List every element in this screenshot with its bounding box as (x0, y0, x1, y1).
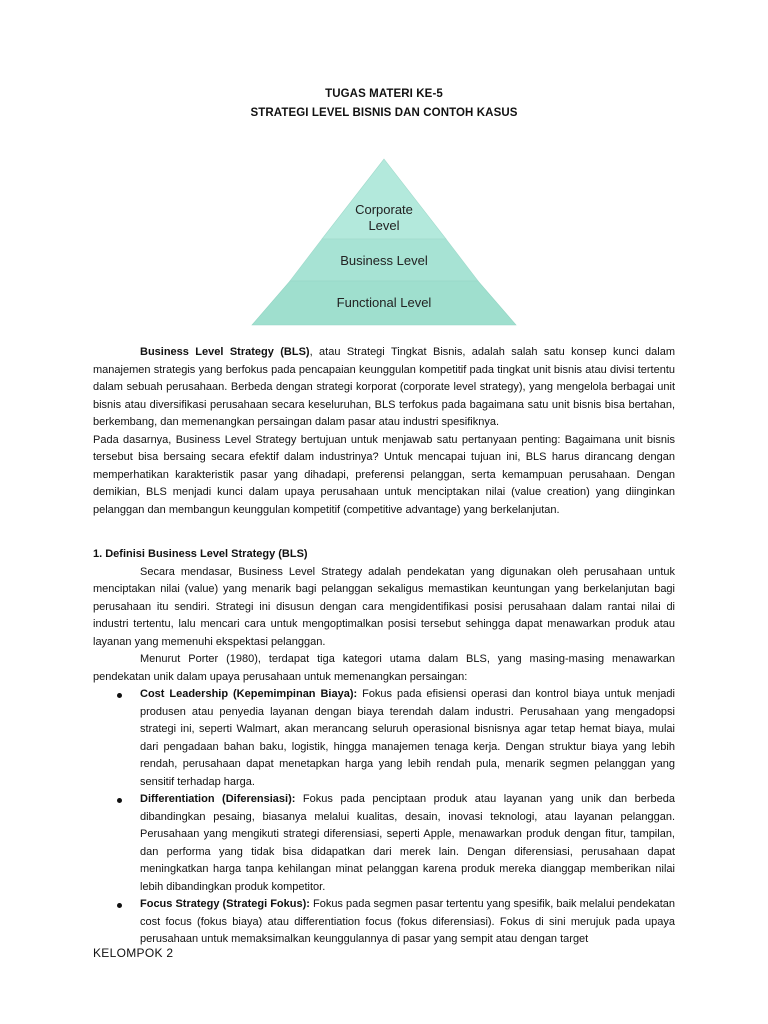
bullet-dot-icon (117, 693, 122, 698)
section-heading: 1. Definisi Business Level Strategy (BLS) (93, 548, 308, 560)
intro-paragraph-2: Pada dasarnya, Business Level Strategy bertujuan untuk menjawab satu pertanyaan penting: Bagaimana unit bisnis tersebut bisa bersaing secara efektif dalam industrinya? Untuk mencapai tujuan ini, BLS harus dirancang dengan memperhatikan karakteristik pasar yang dihadapi, preferensi pelanggan, serta kemampuan perusahaan. Dengan demikian, BLS menjadi kunci dalam upaya perusahaan untuk menciptakan nilai (value creation) yang diinginkan pelanggan dan membangun keunggulan kompetitif (competitive advantage) yang berkelanjutan. (93, 433, 675, 516)
pyramid-label-level: Level (368, 218, 400, 233)
bullet-title: Differentiation (Diferensiasi): (140, 793, 296, 805)
bullet-title: Focus Strategy (Strategi Fokus): (140, 898, 310, 910)
bullet-dot-icon (117, 798, 122, 803)
bullet-focus-strategy (93, 896, 675, 949)
section-definition (93, 546, 675, 949)
bullet-dot-icon (117, 903, 122, 908)
definition-paragraph-2: Menurut Porter (1980), terdapat tiga kategori utama dalam BLS, yang masing-masing menawarkan pendekatan unik dalam upaya perusahaan untuk memenangkan persaingan: (93, 653, 675, 683)
document-title-line-2: STRATEGI LEVEL BISNIS DAN CONTOH KASUS (250, 107, 518, 119)
bls-term: Business Level Strategy (BLS) (140, 346, 310, 358)
page-footer: KELOMPOK 2 (93, 946, 174, 960)
pyramid-label-corporate: Corporate (355, 202, 413, 217)
document-title-line-1: TUGAS MATERI KE-5 (325, 88, 443, 100)
pyramid-label-functional: Functional Level (336, 295, 432, 310)
strategy-bullet-list (93, 686, 675, 949)
intro-section (93, 344, 675, 519)
intro-paragraph-1 (93, 344, 675, 432)
intro-paragraph-1-text: , atau Strategi Tingkat Bisnis, adalah salah satu konsep kunci dalam manajemen strategis yang berfokus pada pencapaian keunggulan kompetitif pada tingkat unit bisnis atau divisi tertentu dalam sebuah perusahaan. Berbeda dengan strategi korporat (corporate level strategy), yang mengelola berbagai unit bisnis atau diversifikasi perusahaan secara keseluruhan, BLS terfokus pada bagaimana satu unit bisnis bisa bertahan, berkembang, dan memenangkan persaingan dalam pasar atau industri spesifiknya. (93, 346, 675, 428)
strategy-level-pyramid (248, 155, 520, 327)
bullet-differentiation (93, 791, 675, 896)
bullet-text: Fokus pada segmen pasar tertentu yang spesifik, baik melalui pendekatan cost focus (fokus biaya) atau differentiation focus (fokus diferensiasi). Fokus di sini merujuk pada upaya perusahaan untuk memaksimalkan keunggulannya di pasar yang sempit atau dengan target (140, 898, 675, 945)
bullet-text: Fokus pada penciptaan produk atau layanan yang unik dan berbeda dibandingkan pesaing, biasanya melalui kualitas, desain, inovasi teknologi, atau layanan pelanggan. Perusahaan yang mengikuti strategi diferensiasi, seperti Apple, menawarkan produk dengan fitur, tampilan, dan performa yang tidak bisa didapatkan dari merek lain. Dengan diferensiasi, perusahaan dapat meningkatkan harga tanpa kehilangan minat pelanggan karena produk mereka dianggap memberikan nilai lebih dibandingkan produk kompetitor. (140, 793, 676, 893)
bullet-cost-leadership (93, 686, 675, 791)
bullet-title: Cost Leadership (Kepemimpinan Biaya): (140, 688, 358, 700)
definition-paragraph-1: Secara mendasar, Business Level Strategy adalah pendekatan yang digunakan oleh perusahaan untuk menciptakan nilai (value) yang menarik bagi pelanggan sekaligus memastikan keuntungan yang berkelanjutan bagi perusahaan itu sendiri. Strategi ini disusun dengan cara mengidentifikasi posisi perusahaan dalam rantai nilai di industri tertentu, lalu mencari cara untuk mengoptimalkan posisi tersebut sehingga dapat menawarkan produk atau layanan yang memenuhi ekspektasi pelanggan. (93, 565, 675, 648)
pyramid-label-business: Business Level (340, 253, 428, 268)
bullet-text: Fokus pada efisiensi operasi dan kontrol biaya untuk menjadi produsen atau penyedia layanan dengan biaya terendah dalam industri. Perusahaan yang mengadopsi strategi ini, seperti Walmart, akan merancang seluruh operasional bisnisnya agar tetap hemat biaya, mulai dari pengadaan bahan baku, logistik, hingga manajemen tenaga kerja. Dengan struktur biaya yang lebih rendah, perusahaan dapat menetapkan harga yang lebih rendah pula, menarik segmen pelanggan yang sensitif terhadap harga. (140, 688, 675, 788)
